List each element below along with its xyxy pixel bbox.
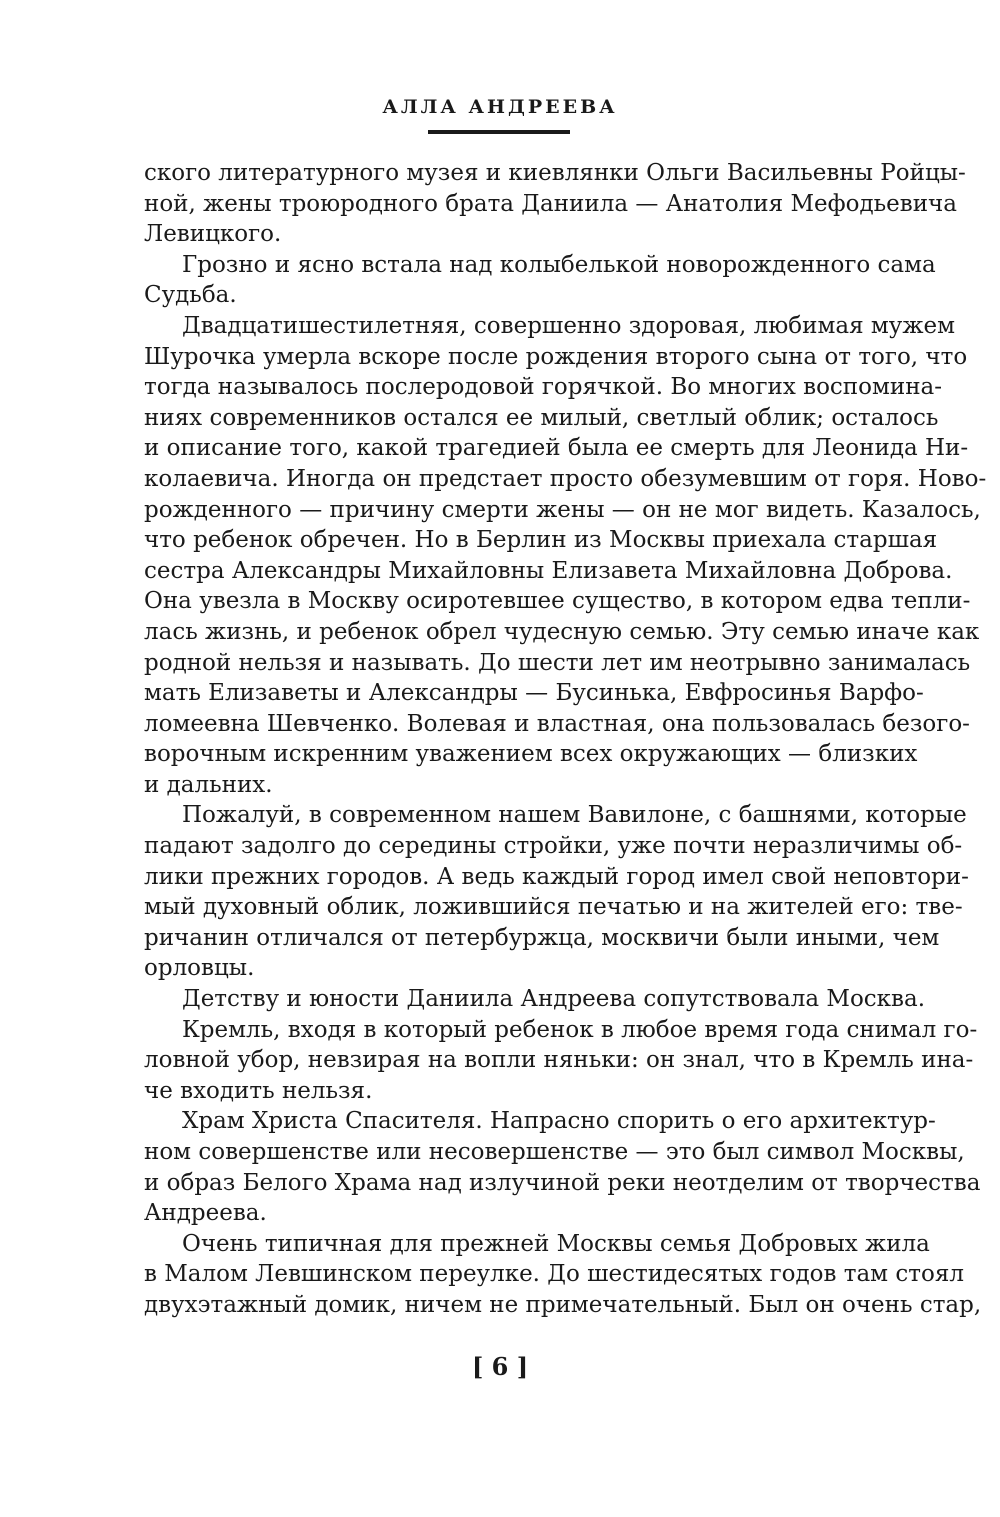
text-line: что ребенок обречен. Но в Берлин из Москвы приехала старшая bbox=[144, 527, 938, 554]
text-line: и описание того, какой трагедией была ее смерть для Леонида Ни- bbox=[144, 435, 969, 462]
text-line: ворочным искренним уважением всех окружающих — близких bbox=[144, 741, 918, 768]
text-line: ломеевна Шевченко. Волевая и властная, она пользовалась безого- bbox=[144, 710, 970, 737]
text-line: падают задолго до середины стройки, уже почти неразличимы об- bbox=[144, 833, 963, 860]
body-text bbox=[144, 158, 987, 1321]
text-line: ричанин отличался от петербуржца, москвичи были иными, чем bbox=[144, 924, 940, 951]
text-line: и дальних. bbox=[144, 771, 273, 798]
text-line: ниях современников остался ее милый, светлый облик; осталось bbox=[144, 404, 939, 431]
text-line: Храм Христа Спасителя. Напрасно спорить о его архитектур- bbox=[182, 1108, 936, 1135]
text-line: Детству и юности Даниила Андреева сопутствовала Москва. bbox=[182, 986, 926, 1013]
text-line: Шурочка умерла вскоре после рождения второго сына от того, что bbox=[144, 343, 968, 370]
text-line: мый духовный облик, ложившийся печатью и на жителей его: тве- bbox=[144, 894, 963, 921]
text-line: и образ Белого Храма над излучиной реки неотделим от творчества bbox=[144, 1169, 981, 1196]
text-line: рожденного — причину смерти жены — он не мог видеть. Казалось, bbox=[144, 496, 981, 523]
text-line: мать Елизаветы и Александры — Бусинька, Евфросинья Варфо- bbox=[144, 680, 924, 707]
text-line: Судьба. bbox=[144, 282, 237, 309]
text-line: в Малом Левшинском переулке. До шестидесятых годов там стоял bbox=[144, 1261, 964, 1288]
text-line: Андреева. bbox=[144, 1200, 267, 1227]
text-line: тогда называлось послеродовой горячкой. Во многих воспомина- bbox=[144, 374, 943, 401]
text-line: Пожалуй, в современном нашем Вавилоне, с башнями, которые bbox=[182, 802, 967, 829]
text-line: Левицкого. bbox=[144, 221, 282, 248]
text-line: Очень типичная для прежней Москвы семья Добровых жила bbox=[182, 1230, 930, 1257]
text-line: Грозно и ясно встала над колыбелькой новорожденного сама bbox=[182, 251, 936, 278]
text-line: ского литературного музея и киевлянки Ольги Васильевны Ройцы- bbox=[144, 160, 966, 186]
page-number: [ 6 ] bbox=[471, 1352, 529, 1381]
text-line: ном совершенстве или несовершенстве — это был символ Москвы, bbox=[144, 1139, 965, 1165]
text-line: двухэтажный домик, ничем не примечательный. Был он очень стар, bbox=[144, 1291, 982, 1318]
text-line: колаевича. Иногда он предстает просто обезумевшим от горя. Ново- bbox=[144, 465, 987, 492]
text-line: Кремль, входя в который ребенок в любое время года снимал го- bbox=[182, 1016, 978, 1043]
text-line: лики прежних городов. А ведь каждый город имел свой неповтори- bbox=[144, 863, 969, 890]
text-line: Она увезла в Москву осиротевшее существо, в котором едва тепли- bbox=[144, 588, 971, 615]
text-line: сестра Александры Михайловны Елизавета Михайловна Доброва. bbox=[144, 557, 953, 584]
running-head: АЛЛА АНДРЕЕВА bbox=[382, 96, 618, 118]
text-line: родной нельзя и называть. До шести лет им неотрывно занималась bbox=[144, 649, 971, 676]
header-rule bbox=[428, 130, 570, 134]
text-line: ной, жены троюродного брата Даниила — Анатолия Мефодьевича bbox=[144, 190, 957, 217]
text-line: лась жизнь, и ребенок обрел чудесную семью. Эту семью иначе как bbox=[144, 618, 980, 645]
text-line: Двадцатишестилетняя, совершенно здоровая, любимая мужем bbox=[182, 312, 955, 339]
text-line: орловцы. bbox=[144, 955, 255, 982]
text-line: ловной убор, невзирая на вопли няньки: он знал, что в Кремль ина- bbox=[144, 1047, 974, 1074]
text-line: че входить нельзя. bbox=[144, 1077, 373, 1104]
